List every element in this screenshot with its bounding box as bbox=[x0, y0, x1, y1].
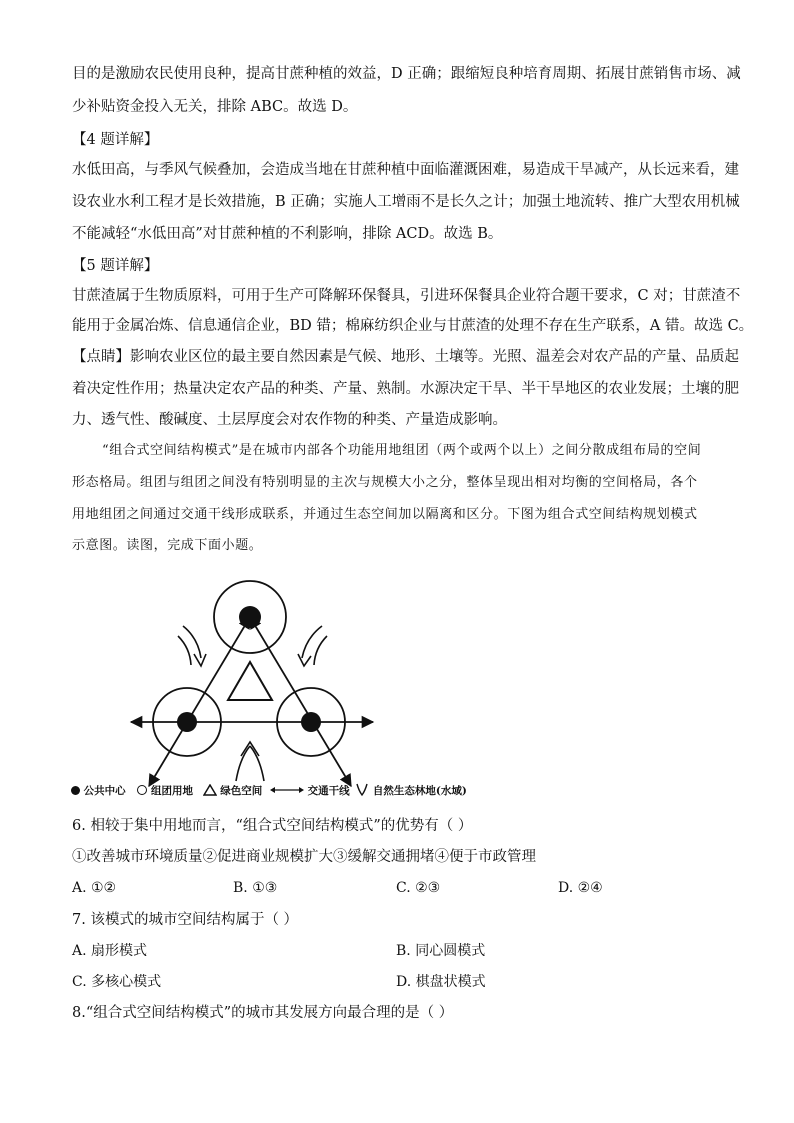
cluster-land-legend-icon bbox=[137, 785, 147, 795]
intro-line-3: 用地组团之间通过交通干线形成联系，并通过生态空间加以隔离和区分。下图为组合式空间结构规划模式 bbox=[72, 507, 698, 522]
public-center-top bbox=[239, 606, 261, 628]
public-center-left bbox=[177, 712, 197, 732]
dianjing-line-2: 着决定性作用；热量决定农产品的种类、产量、熟制。水源决定干旱、半干旱地区的农业发展；土壤的肥 bbox=[72, 381, 739, 397]
legend-green-space: 绿色空间 bbox=[220, 785, 263, 797]
public-center-legend-icon bbox=[71, 786, 80, 795]
p1-line-1: 目的是激励农民使用良种，提高甘蔗种植的效益，D 正确；跟缩短良种培育周期、拓展甘蔗销售市场、减 bbox=[72, 66, 741, 82]
legend-cluster-land: 组团用地 bbox=[150, 785, 193, 797]
ecology-arrow-left bbox=[178, 626, 206, 666]
q5-line-2: 能用于金属冶炼、信息通信企业，BD 错；棉麻纺织企业与甘蔗渣的处理不存在生产联系，A 错。故选 C。 bbox=[72, 318, 754, 334]
green-space-legend-icon bbox=[203, 784, 217, 796]
q6-items: ①改善城市环境质量②促进商业规模扩大③缓解交通拥堵④便于市政管理 bbox=[72, 849, 536, 865]
ecology-legend-icon bbox=[355, 783, 369, 797]
q7-option-a[interactable]: A. 扇形模式 bbox=[72, 943, 148, 959]
q7-option-b[interactable]: B. 同心圆模式 bbox=[396, 943, 486, 959]
q7-option-d[interactable]: D. 棋盘状模式 bbox=[396, 974, 486, 990]
p1-line-2: 少补贴资金投入无关，排除 ABC。故选 D。 bbox=[72, 99, 358, 115]
legend-traffic: 交通干线 bbox=[307, 785, 350, 797]
q7-stem: 7. 该模式的城市空间结构属于（ ） bbox=[72, 912, 299, 928]
traffic-line-right bbox=[250, 617, 351, 786]
ecology-arrow-right bbox=[298, 626, 327, 666]
q4-heading: 【4 题详解】 bbox=[72, 132, 159, 148]
q6-stem: 6. 相较于集中用地而言，“组合式空间结构模式”的优势有（ ） bbox=[72, 818, 473, 834]
q8-stem: 8.“组合式空间结构模式”的城市其发展方向最合理的是（ ） bbox=[72, 1005, 454, 1021]
public-center-right bbox=[301, 712, 321, 732]
green-space-triangle bbox=[228, 662, 272, 700]
q6-option-d[interactable]: D. ②④ bbox=[558, 880, 603, 896]
q4-line-3: 不能减轻“水低田高”对甘蔗种植的不利影响，排除 ACD。故选 B。 bbox=[72, 226, 503, 242]
combined-structure-diagram bbox=[128, 566, 468, 806]
intro-line-1: “组合式空间结构模式”是在城市内部各个功能用地组团（两个或两个以上）之间分散成组布局的空间 bbox=[102, 443, 702, 458]
q4-line-1: 水低田高，与季风气候叠加，会造成当地在甘蔗种植中面临灌溉困难，易造成干旱减产，从长远来看，建 bbox=[72, 162, 739, 178]
legend-ecology: 自然生态林地(水域) bbox=[372, 785, 467, 797]
intro-line-4: 示意图。读图，完成下面小题。 bbox=[72, 538, 263, 553]
intro-line-2: 形态格局。组团与组团之间没有特别明显的主次与规模大小之分，整体呈现出相对均衡的空间格局，各个 bbox=[72, 475, 698, 490]
q6-option-b[interactable]: B. ①③ bbox=[233, 880, 278, 896]
dianjing-line-1: 【点睛】影响农业区位的最主要自然因素是气候、地形、土壤等。光照、温差会对农产品的产量、品质起 bbox=[72, 349, 739, 365]
legend bbox=[71, 783, 467, 798]
legend-public-center: 公共中心 bbox=[83, 785, 126, 797]
dianjing-line-3: 力、透气性、酸碱度、土层厚度会对农作物的种类、产量造成影响。 bbox=[72, 412, 507, 428]
q6-option-a[interactable]: A. ①② bbox=[72, 880, 117, 896]
q6-option-c[interactable]: C. ②③ bbox=[396, 880, 441, 896]
traffic-legend-icon bbox=[270, 786, 304, 794]
ecology-arrow-bottom bbox=[236, 742, 264, 781]
q7-option-c[interactable]: C. 多核心模式 bbox=[72, 974, 162, 990]
q5-heading: 【5 题详解】 bbox=[72, 258, 159, 274]
traffic-line-left bbox=[149, 617, 250, 786]
q5-line-1: 甘蔗渣属于生物质原料，可用于生产可降解环保餐具，引进环保餐具企业符合题干要求，C 对；甘蔗渣不 bbox=[72, 288, 741, 304]
q4-line-2: 设农业水利工程才是长效措施，B 正确；实施人工增雨不是长久之计；加强土地流转、推广大型农用机械 bbox=[72, 194, 740, 210]
